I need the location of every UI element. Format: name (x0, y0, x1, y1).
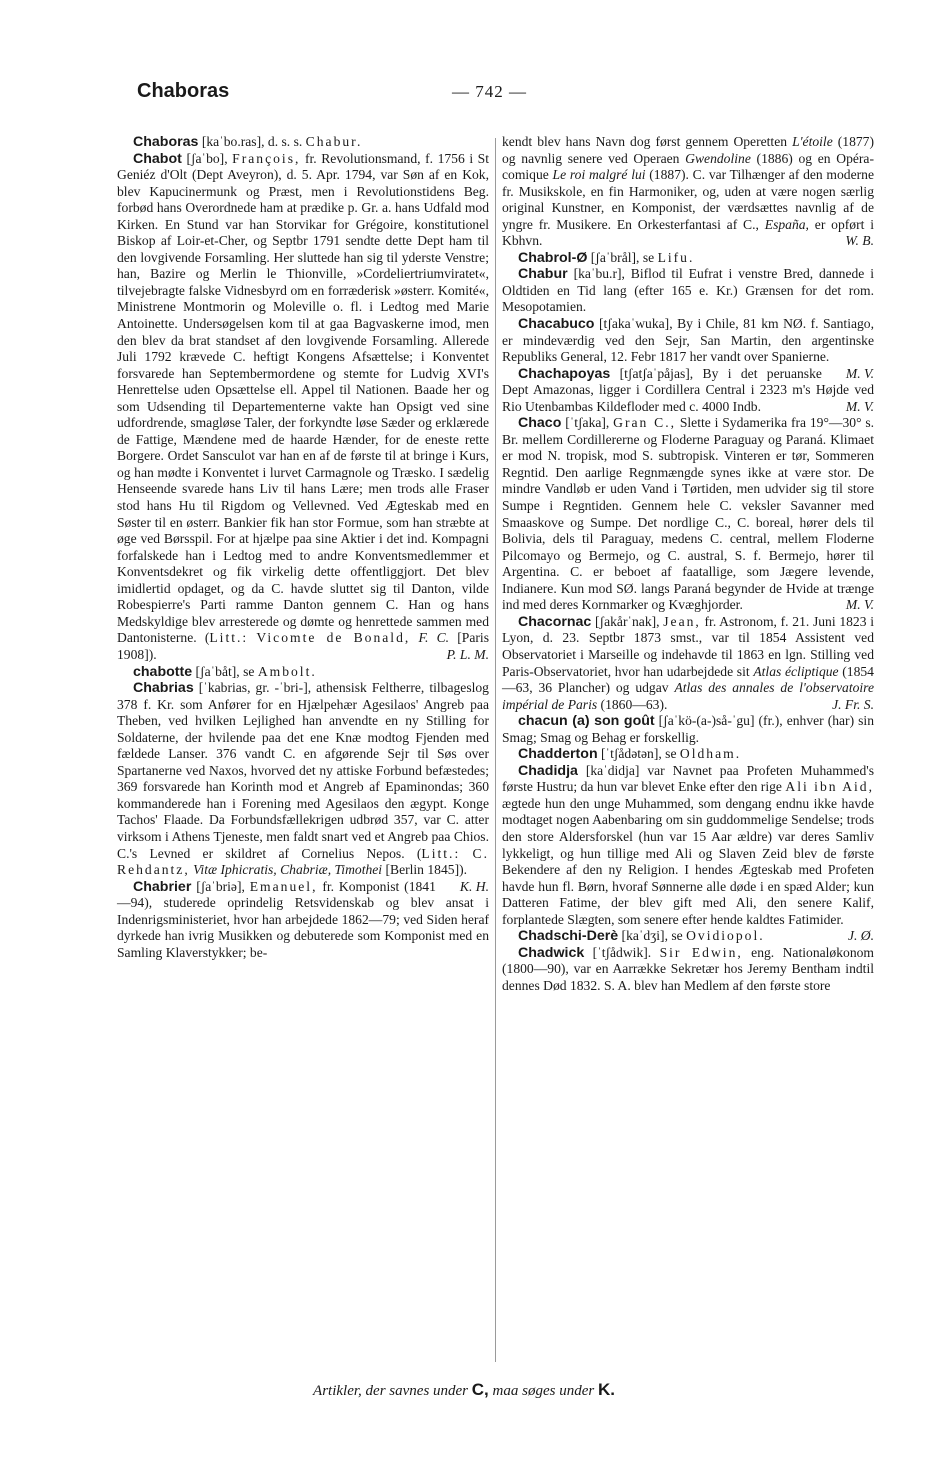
author-signature: M. V. (845, 597, 874, 613)
entry-text: By i det peruanske Dept Amazonas, ligger i Cordillera Central i 2323 m's Højde ved Rio Utenbambas Kildefloder med c. 4000 Indb. (502, 365, 874, 414)
author-signature: W. B. (845, 233, 874, 249)
person-name: Emanuel, (249, 878, 318, 894)
literature-rest: [Paris 1908]). (117, 630, 489, 662)
headword: Chabrier (133, 878, 192, 895)
literature-title: F. C. (410, 630, 450, 646)
right-column (502, 134, 874, 994)
headword: Chadderton (518, 746, 598, 763)
headword: Chaco (518, 415, 562, 432)
pronunciation: [ʃaˈbrål], (590, 249, 640, 265)
entry-text: fr. Revolutionsmand, f. 1756 i St Geniéz d'Olt (Dept Aveyron), d. 5. Apr. 1794, var Søn af en Kok, blev Kapucinermunk og Præst, men i Revolutionstidens Beg. forbød hans Overordnede ham at prædike p. Gr. a. hans Udfald mod Kirken. En Stund var han Storvikar for Grégoire, konstitutionel Biskop af Loir-et-Cher, og Septbr 1791 sendte dette Dept ham til den lovgivende Forsamling. Her sluttede han sig til yderste Venstre; han, Bazire og Merlin le Thionville, »Cordeliertriumviratet«, tilvejebragte falske Vidnesbyrd om en forræderisk »østerr. Komité«, Ministrene Montmorin og Moleville o. fl. i Ledtog med Marie Antoinette. Undersøgelsen kom til at gaa Bagvaskerne imod, men den blev da brat standset af den lovgivende Forsamling. Allerede Juli 1792 krævede C. heftigt Kongens Afsættelse; i Konventet forsvarede han Septembermordene og stemte for Ludvig XVI's Henrettelse uden Opsættelse ell. Appel til Nationen. Baade her og som Udsending til Departementerne vakte han Opsigt ved sine udfordrende, smagløse Taler, der forkyndte løse Sæder og erklærede de Fattige, Mændene med de haarde Hænder, for de eneste rette Borgere. Ordet Sansculot var han en af de første til at bringe i Kurs, og han mødte i Konventet i lurvet Carmagnole og Træsko. I sædelig Henseende svarede hans Liv til hans Lære; men trods alle Fraser stod hans Hu til Rigdom og Vellevned. Ved Ægteskab med en Søster til en østerr. Bankier fik han stor Formue, som han stræbte at øge ved Børsspil. For at hjælpe paa sine Aktier i det ind. Kompagni forfalskede han i Ledtog med to andre Konventsmedlemmer et Konventsdekret og fik virkelig dette offentliggjort. Det blev imidlertid opdaget, og da C. havde sluttet sig til Danton, vilde Robespierre's Parti ramme Danton gennem C. Han og hans Medskyldige blev arresterede og dømte og henrettede sammen med Dantonisterne. ( (117, 150, 490, 646)
author-signature: P. L. M. (446, 646, 489, 662)
entry-chadschi-dere (502, 928, 874, 945)
page-header (137, 80, 797, 110)
entry-text: By i Chile, 81 km NØ. f. Santiago, er mindeværdig ved den Sejr, San Martin, den argentinske Republiks General, 12. Febr 1817 her vandt over Spanierne. (502, 316, 874, 365)
pronunciation: [ˈtʃådətən], (601, 746, 662, 762)
literature-label: Litt.: (421, 845, 461, 861)
pronunciation: [ʃakårˈnak], (595, 613, 660, 629)
entry-text: er opført i Kbhvn. (502, 216, 874, 249)
work-title: Atlas écliptique (753, 663, 839, 679)
entry-chabrier-continued (502, 134, 874, 250)
work-title: España, (764, 216, 809, 232)
footer-text: maa søges under (488, 1383, 598, 1399)
cross-reference: Ovidiopol. (686, 928, 765, 944)
cross-reference: Ambolt. (257, 663, 317, 679)
author-signature: J. Ø. (847, 928, 874, 944)
entry-chacun (502, 713, 874, 746)
cross-reference: Lifu. (657, 249, 695, 265)
footer-text: Artikler, der savnes under (313, 1383, 472, 1399)
pronunciation: [ʃaˈkö-(a-)så-ˈgu] (658, 713, 755, 729)
entry-chaco (502, 415, 874, 614)
headword: Chadidja (518, 762, 578, 779)
person-name: François, (232, 150, 301, 166)
entry-text: se (667, 928, 687, 944)
entry-chadderton (502, 746, 874, 763)
pronunciation: [kaˈbu.r], (573, 266, 625, 282)
entry-chabrol (502, 250, 874, 267)
pronunciation: [kaˈdʒi], (621, 928, 668, 944)
pronunciation: [ˈkabrias, gr. -ˈbri-], (198, 680, 312, 696)
pronunciation: [ʃaˈbo], (186, 150, 228, 166)
author-signature: M. V. (845, 398, 874, 414)
person-name: Jean, (663, 613, 701, 629)
pronunciation: [kaˈdidja] (585, 762, 640, 778)
pronunciation: [tʃakaˈwuka], (599, 316, 673, 332)
entry-text: fr. Astronom, f. 21. Juni 1823 i Lyon, d. 23. Septbr 1873 smst., var til 1854 Assistent ved Observatoriet i Marseille og indehavde til 1863 en lgn. Stilling ved Paris-Observatoriet, hvor han udarbejdede sit (502, 613, 874, 679)
entry-chadwick (502, 945, 874, 995)
place-name: Gran C., (613, 415, 677, 431)
pronunciation: [ʃaˈbriə], (196, 878, 245, 894)
pronunciation: [kaˈbo.ras], (201, 134, 265, 149)
author-signature: J. Fr. S. (832, 696, 874, 712)
footer-letter-k: K. (597, 1380, 615, 1399)
headword: chacun (a) son goût (518, 713, 655, 730)
entry-text: (1877) og navnlig senere ved Operaen (502, 134, 874, 166)
headword: Chabur (518, 266, 568, 283)
work-title: Gwendoline (685, 150, 751, 166)
headword: Chabrol-Ø (518, 249, 588, 266)
entry-text: se (661, 746, 680, 762)
headword: Chaboras (133, 134, 199, 150)
person-name: Ali ibn Aid, (785, 779, 875, 795)
literature-title: Vitæ Iphicratis, Chabriæ, Timothei (189, 862, 383, 878)
headword: Chadschi-Derè (518, 928, 619, 945)
entry-text: eng. Nationaløkonom (1800—90), var en Aarrække Sekretær hos Jeremy Bentham indtil dennes Død 1832. S. A. blev han Medlem af den første store (502, 944, 874, 993)
footer-letter-c: C, (471, 1380, 489, 1399)
entry-text: Slette i Sydamerika fra 19°—30° s. Br. mellem Cordillererne og Floderne Paraguay og Paraná. Klimaet er mod N. tropisk, mod S. subtropisk. Vinteren er tør, Sommeren Regntid. Den aarlige Regnmængde synes ikke at være stor. De mindre Vandløb er uden Vand i Tørtiden, men udvider sig til store Sumpe i Regntiden. Gennem hele C. veksler Savanner med Smaaskove og Sumpe. Det nordlige C., C. boreal, hører dels til Bolivia, dels til Paraguay, medens C. central, mellem Floderne Pilcomayo og Bermejo, og C. austral, S. f. Bermejo, hører til Argentina. C. er beboet af faatallige, som Jægere levende, Indianere. Kun mod SØ. langs Paraná begynder de Hvide at trænge ind med deres Kornmarker og Kvæghjorder. (502, 415, 875, 613)
literature-rest: [Berlin 1845]). (382, 862, 468, 878)
cross-reference: Chabur. (305, 134, 363, 149)
entry-text: (fr.), enhver (har) sin Smag; Smag og Behag er forskellig. (502, 713, 874, 745)
author-signature: M. V. (845, 365, 874, 381)
entry-text: (1860—63). (597, 696, 668, 712)
work-title: Atlas des annales de l'observatoire impérial de Paris (502, 680, 874, 712)
entry-chaboras (117, 134, 489, 151)
headword: chabotte (133, 663, 193, 680)
entry-text: Biflod til Eufrat i venstre Bred, dannede i Oldtiden en Tid lang (efter 165 e. Kr.) Grænsen for det rom. Mesopotamien. (502, 266, 874, 315)
headword: Chadwick (518, 944, 585, 961)
author-signature: K. H. (459, 878, 489, 894)
headword: Chachapoyas (518, 365, 611, 382)
pronunciation: [tʃatʃaˈpåjas], (619, 365, 694, 381)
headword: Chacornac (518, 613, 592, 630)
entry-text: fr. Komponist (1841—94), studerede oprindelig Retsvidenskab og blev ansat i Indenrigsministeriet, hvor han arbejdede 1862—79; ved Siden heraf dyrkede han ivrig Musikken og debuterede som Komponist med en Samling Klaverstykker; be- (117, 878, 489, 960)
entry-text: (1854—63, 36 Plancher) og udgav (502, 663, 874, 696)
entry-chacornac (502, 614, 874, 713)
entry-chabur (502, 266, 874, 316)
headword: Chabot (133, 150, 182, 167)
entry-text: kendt blev hans Navn dog først gennem Operetten (502, 134, 793, 149)
pronunciation: [ˈtʃådwik]. (592, 944, 652, 960)
literature-author: Vicomte de Bonald, (256, 630, 411, 646)
person-name: Sir Edwin, (659, 944, 743, 960)
pronunciation: [ˈtʃaka], (565, 415, 610, 431)
entry-chabotte (117, 664, 489, 681)
work-title: Le roi malgré lui (552, 167, 646, 183)
page-number: — 742 — (452, 82, 527, 101)
literature-label: Litt.: (209, 630, 249, 646)
entry-text: d. s. s. (264, 134, 306, 149)
entry-text: ægtede hun den unge Muhammed, som dengang endnu ikke havde modtaget nogen Aabenbaring om sin guddommelige Sendelse; trods den store Aldersforskel (hun var 15 Aar ældre) var deres Samliv lykkeligt, og hun tillige med Ali og Slaven Zeid blev de første Bekendere af den ny Religion. I hendes Ægteskab med Profeten havde hun fl. Børn, hvoraf Sønnerne alle døde i en spæd Alder; kun Datteren Fatime, der blev gift med Ali, den senere Kalif, forplantede Slægten, som senere efter hende kaldtes Fatimider. (502, 795, 874, 927)
entry-text: var Navnet paa Profeten Muhammed's første Hustru; da hun var blevet Enke efter den rige (502, 762, 874, 795)
cross-reference: Oldham. (679, 746, 742, 762)
entry-chachapoyas (502, 366, 874, 416)
entry-chabot (117, 151, 489, 664)
left-column (117, 134, 489, 961)
entry-chabrier (117, 879, 489, 962)
page-footer-note (0, 1380, 928, 1400)
entry-text: se (239, 663, 258, 679)
entry-text: athensisk Feltherre, tilbageslog 378 f. Kr. som Anfører for en Hjælpehær Agesilaos' Angreb paa Theben, ved hvilken Lejlighed han anvendte en ny Stilling for Soldaterne, der hvilende paa det ene Knæ modtog Fjenden med fældede Lanser. 376 vandt C. en afgørende Sejr til Søs over Spartanerne ved Naxos, hvorved det ny attiske Forbund befæstedes; 369 forsvarede han Korinth mod et Angreb af Epaminondas; 360 kommanderede han i Forening med Agesilaos den ægypt. Konge Tachos' Flaade. Da Forbundsfællekrigen udbrød 357, var C. atter virksom i Athens Tjeneste, men faldt snart ved et Angreb paa Chios. C.'s Levned er skildret af Cornelius Nepos. ( (117, 680, 489, 861)
entry-text: (1887). C. var Tilhænger af den moderne fr. Musikskole, en fin Harmoniker, og, uden at være nogen særlig original Kunstner, en Komponist, der værdsættes navnlig af de yngre fr. Musikere. En Orkesterfantasi af C., (502, 167, 874, 232)
work-title: L'étoile (792, 134, 833, 149)
headword: Chacabuco (518, 316, 595, 333)
column-divider (495, 138, 496, 1362)
headword: Chabrias (133, 680, 194, 697)
running-head: Chaboras (137, 80, 230, 102)
entry-text: se (639, 249, 658, 265)
literature-author: C. Rehdantz, (117, 845, 489, 878)
pronunciation: [ʃaˈbåt], (195, 663, 240, 679)
entry-text: (1886) og en Opéra-comique (502, 150, 874, 183)
